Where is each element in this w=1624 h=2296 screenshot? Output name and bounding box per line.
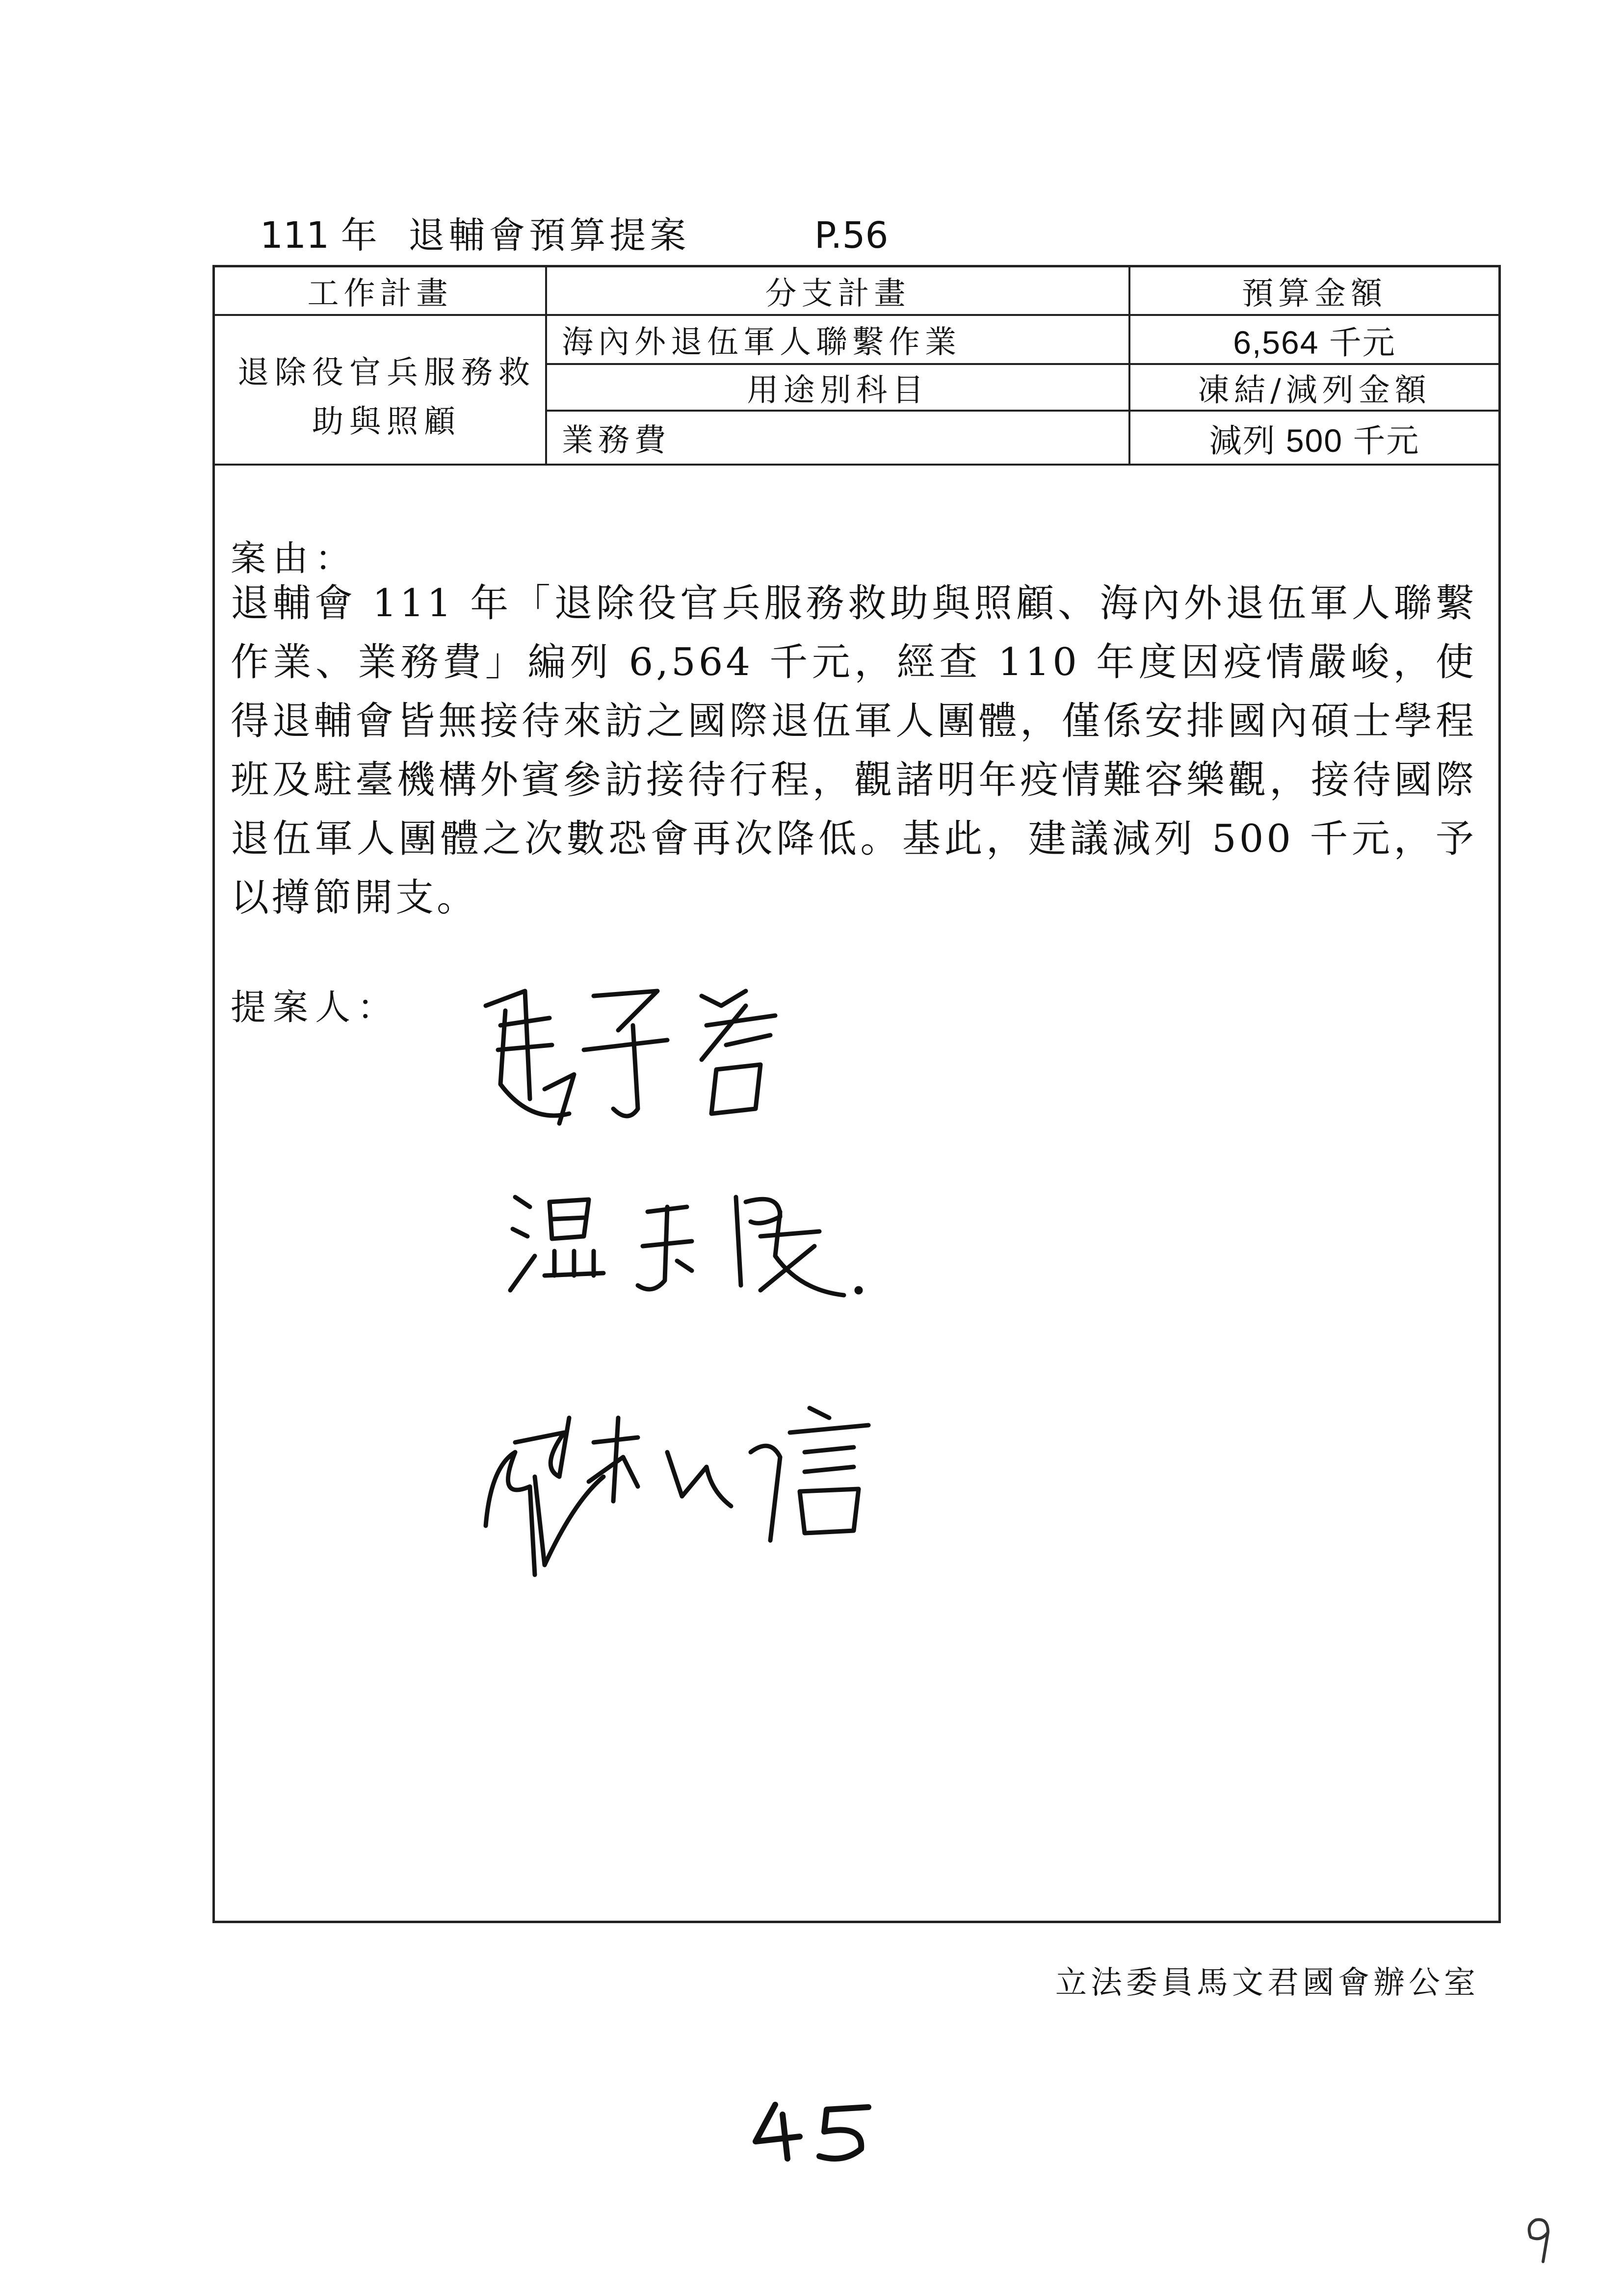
proposer-label: 提案人： <box>231 987 400 1028</box>
freeze-header: 凍結/減列金額 <box>1198 372 1431 409</box>
document-heading <box>260 209 889 262</box>
reason-label: 案由： <box>231 538 358 579</box>
signature-wen-yu-hsia <box>505 1182 878 1310</box>
heading-title: 退輔會預算提案 <box>408 214 690 257</box>
work-plan-name: 退除役官兵服務救助與照顧 <box>237 355 536 440</box>
heading-year: 111 年 <box>260 214 377 257</box>
purpose-item: 業務費 <box>562 422 671 459</box>
proposal-frame <box>212 265 1501 1923</box>
purpose-header: 用途別科目 <box>747 372 929 409</box>
header-budget: 預算金額 <box>1242 275 1387 312</box>
signature-chen-yi-hsin <box>476 1379 917 1585</box>
table-rule <box>215 464 1498 466</box>
header-sub-plan: 分支計畫 <box>765 275 911 312</box>
handwritten-corner-number <box>1521 2213 1560 2269</box>
header-work-plan: 工作計畫 <box>307 275 453 312</box>
signature-ma-wen-chun <box>471 976 814 1138</box>
sub-plan-name: 海內外退伍軍人聯繫作業 <box>562 324 961 361</box>
reduction-amount: 減列 500 千元 <box>1209 422 1420 459</box>
handwritten-page-number <box>746 2095 893 2166</box>
reason-body: 退輔會 111 年「退除役官兵服務救助與照顧、海內外退伍軍人聯繫作業、業務費」編列 6,564 千元，經查 110 年度因疫情嚴峻，使得退輔會皆無接待來訪之國際退伍軍人團體，僅係安排國內碩士學程班及駐臺機構外賓參訪接待行程，觀諸明年疫情難容樂觀，接待國際退伍軍人團體之次數恐會再次降低。基此，建議減列 500 千元，予以撙節開支。 <box>231 581 1477 920</box>
budget-amount: 6,564 千元 <box>1233 324 1396 361</box>
heading-page-ref: P.56 <box>814 214 889 257</box>
office-name: 立法委員馬文君國會辦公室 <box>1055 1965 1479 2001</box>
